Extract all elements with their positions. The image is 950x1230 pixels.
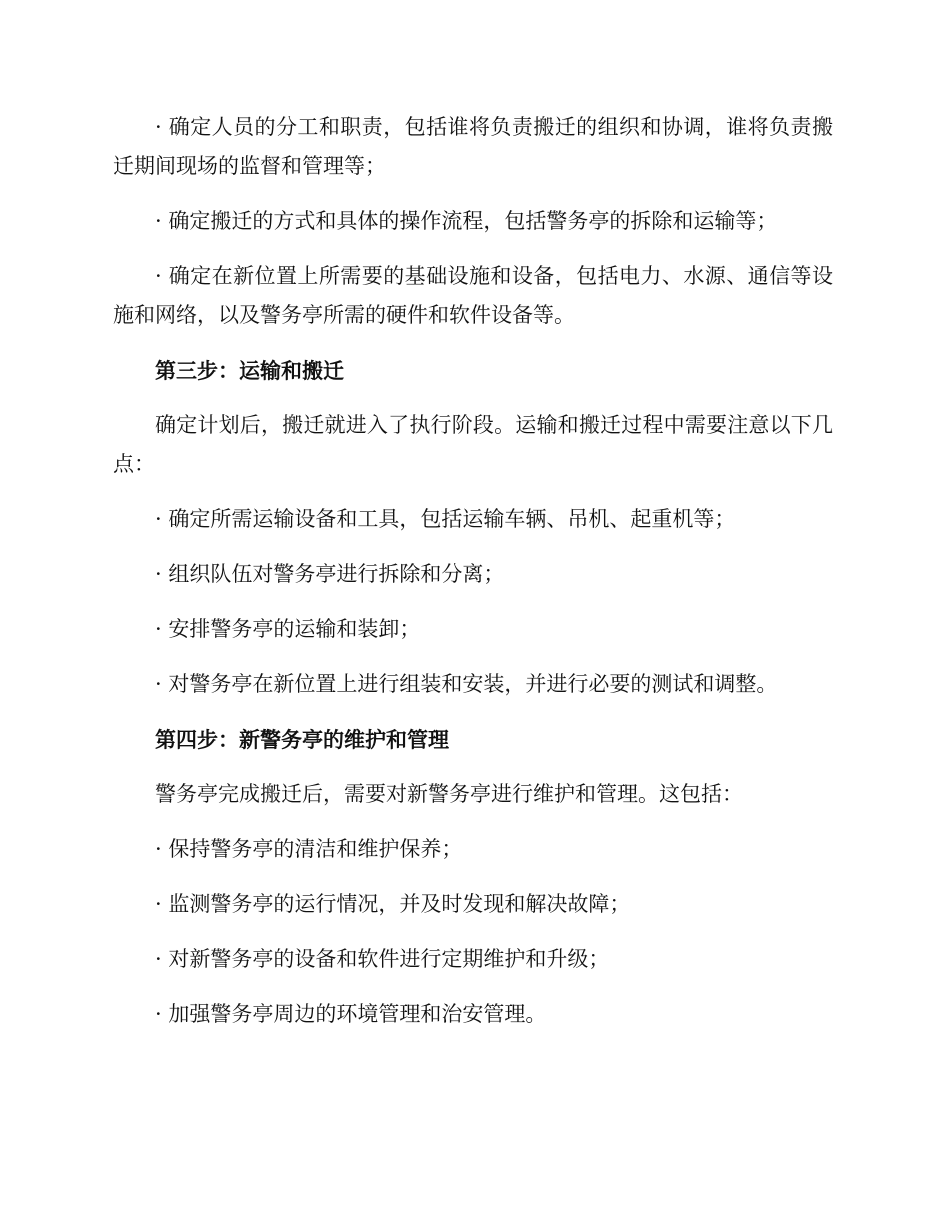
document-page bbox=[113, 108, 833, 1050]
paragraph: 警务亭完成搬迁后，需要对新警务亭进行维护和管理。这包括： bbox=[155, 782, 743, 806]
bullet-item: · 保持警务亭的清洁和维护保养； bbox=[155, 837, 463, 861]
bullet-item: · 确定搬迁的方式和具体的操作流程，包括警务亭的拆除和运输等； bbox=[155, 209, 778, 233]
bullet-item: · 组织队伍对警务亭进行拆除和分离； bbox=[155, 562, 505, 586]
bullet-item: · 监测警务亭的运行情况，并及时发现和解决故障； bbox=[155, 892, 631, 916]
section-heading: 第三步：运输和搬迁 bbox=[155, 358, 344, 383]
bullet-item: · 加强警务亭周边的环境管理和治安管理。 bbox=[155, 1002, 547, 1026]
bullet-item: · 对新警务亭的设备和软件进行定期维护和升级； bbox=[155, 947, 610, 971]
bullet-item: · 安排警务亭的运输和装卸； bbox=[155, 617, 421, 641]
bullet-item: · 确定所需运输设备和工具，包括运输车辆、吊机、起重机等； bbox=[155, 507, 736, 531]
bullet-item: · 对警务亭在新位置上进行组装和安装，并进行必要的测试和调整。 bbox=[155, 672, 778, 696]
paragraph: 确定计划后，搬迁就进入了执行阶段。运输和搬迁过程中需要注意以下几点： bbox=[113, 413, 833, 476]
section-heading: 第四步：新警务亭的维护和管理 bbox=[155, 727, 449, 752]
bullet-item: · 确定在新位置上所需要的基础设施和设备，包括电力、水源、通信等设施和网络，以及警务亭所需的硬件和软件设备等。 bbox=[113, 264, 833, 327]
bullet-item: · 确定人员的分工和职责，包括谁将负责搬迁的组织和协调，谁将负责搬迁期间现场的监督和管理等； bbox=[113, 115, 833, 178]
